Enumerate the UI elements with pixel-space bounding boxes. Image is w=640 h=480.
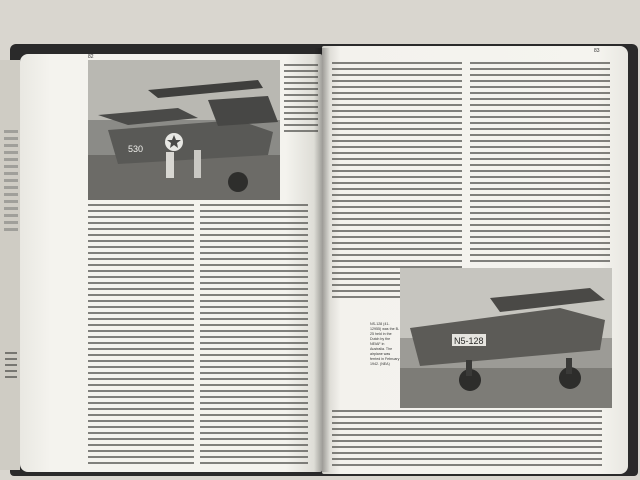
edge-text: [4, 130, 18, 235]
right-page-column-1: [332, 62, 462, 302]
left-page-photo-aircraft: [88, 60, 280, 200]
right-page-photo-aircraft: [400, 268, 612, 408]
tail-code: 530: [128, 144, 144, 154]
right-page-number: 83: [594, 48, 600, 54]
previous-page-edge: [0, 60, 20, 470]
left-photo-caption: [284, 64, 318, 136]
right-page-column-2: [470, 62, 610, 266]
b25-photo-graphic: [400, 268, 612, 408]
right-photo-caption: NS-128 (41-12955) was the B-25 held in the Dutch by the NEIAF in Australia. The airplane was ferried in February 1942. (NEA): [370, 322, 400, 366]
right-page-bottom-text: [332, 410, 602, 470]
left-page-column-1: [88, 204, 194, 468]
aircraft-photo-graphic: [88, 60, 280, 200]
book-gutter-shadow: [314, 48, 330, 472]
left-page-column-2: [200, 204, 308, 468]
left-page-number: 82: [88, 54, 94, 60]
aircraft-code: N5-128: [454, 336, 484, 346]
left-margin-note: [0, 352, 20, 382]
